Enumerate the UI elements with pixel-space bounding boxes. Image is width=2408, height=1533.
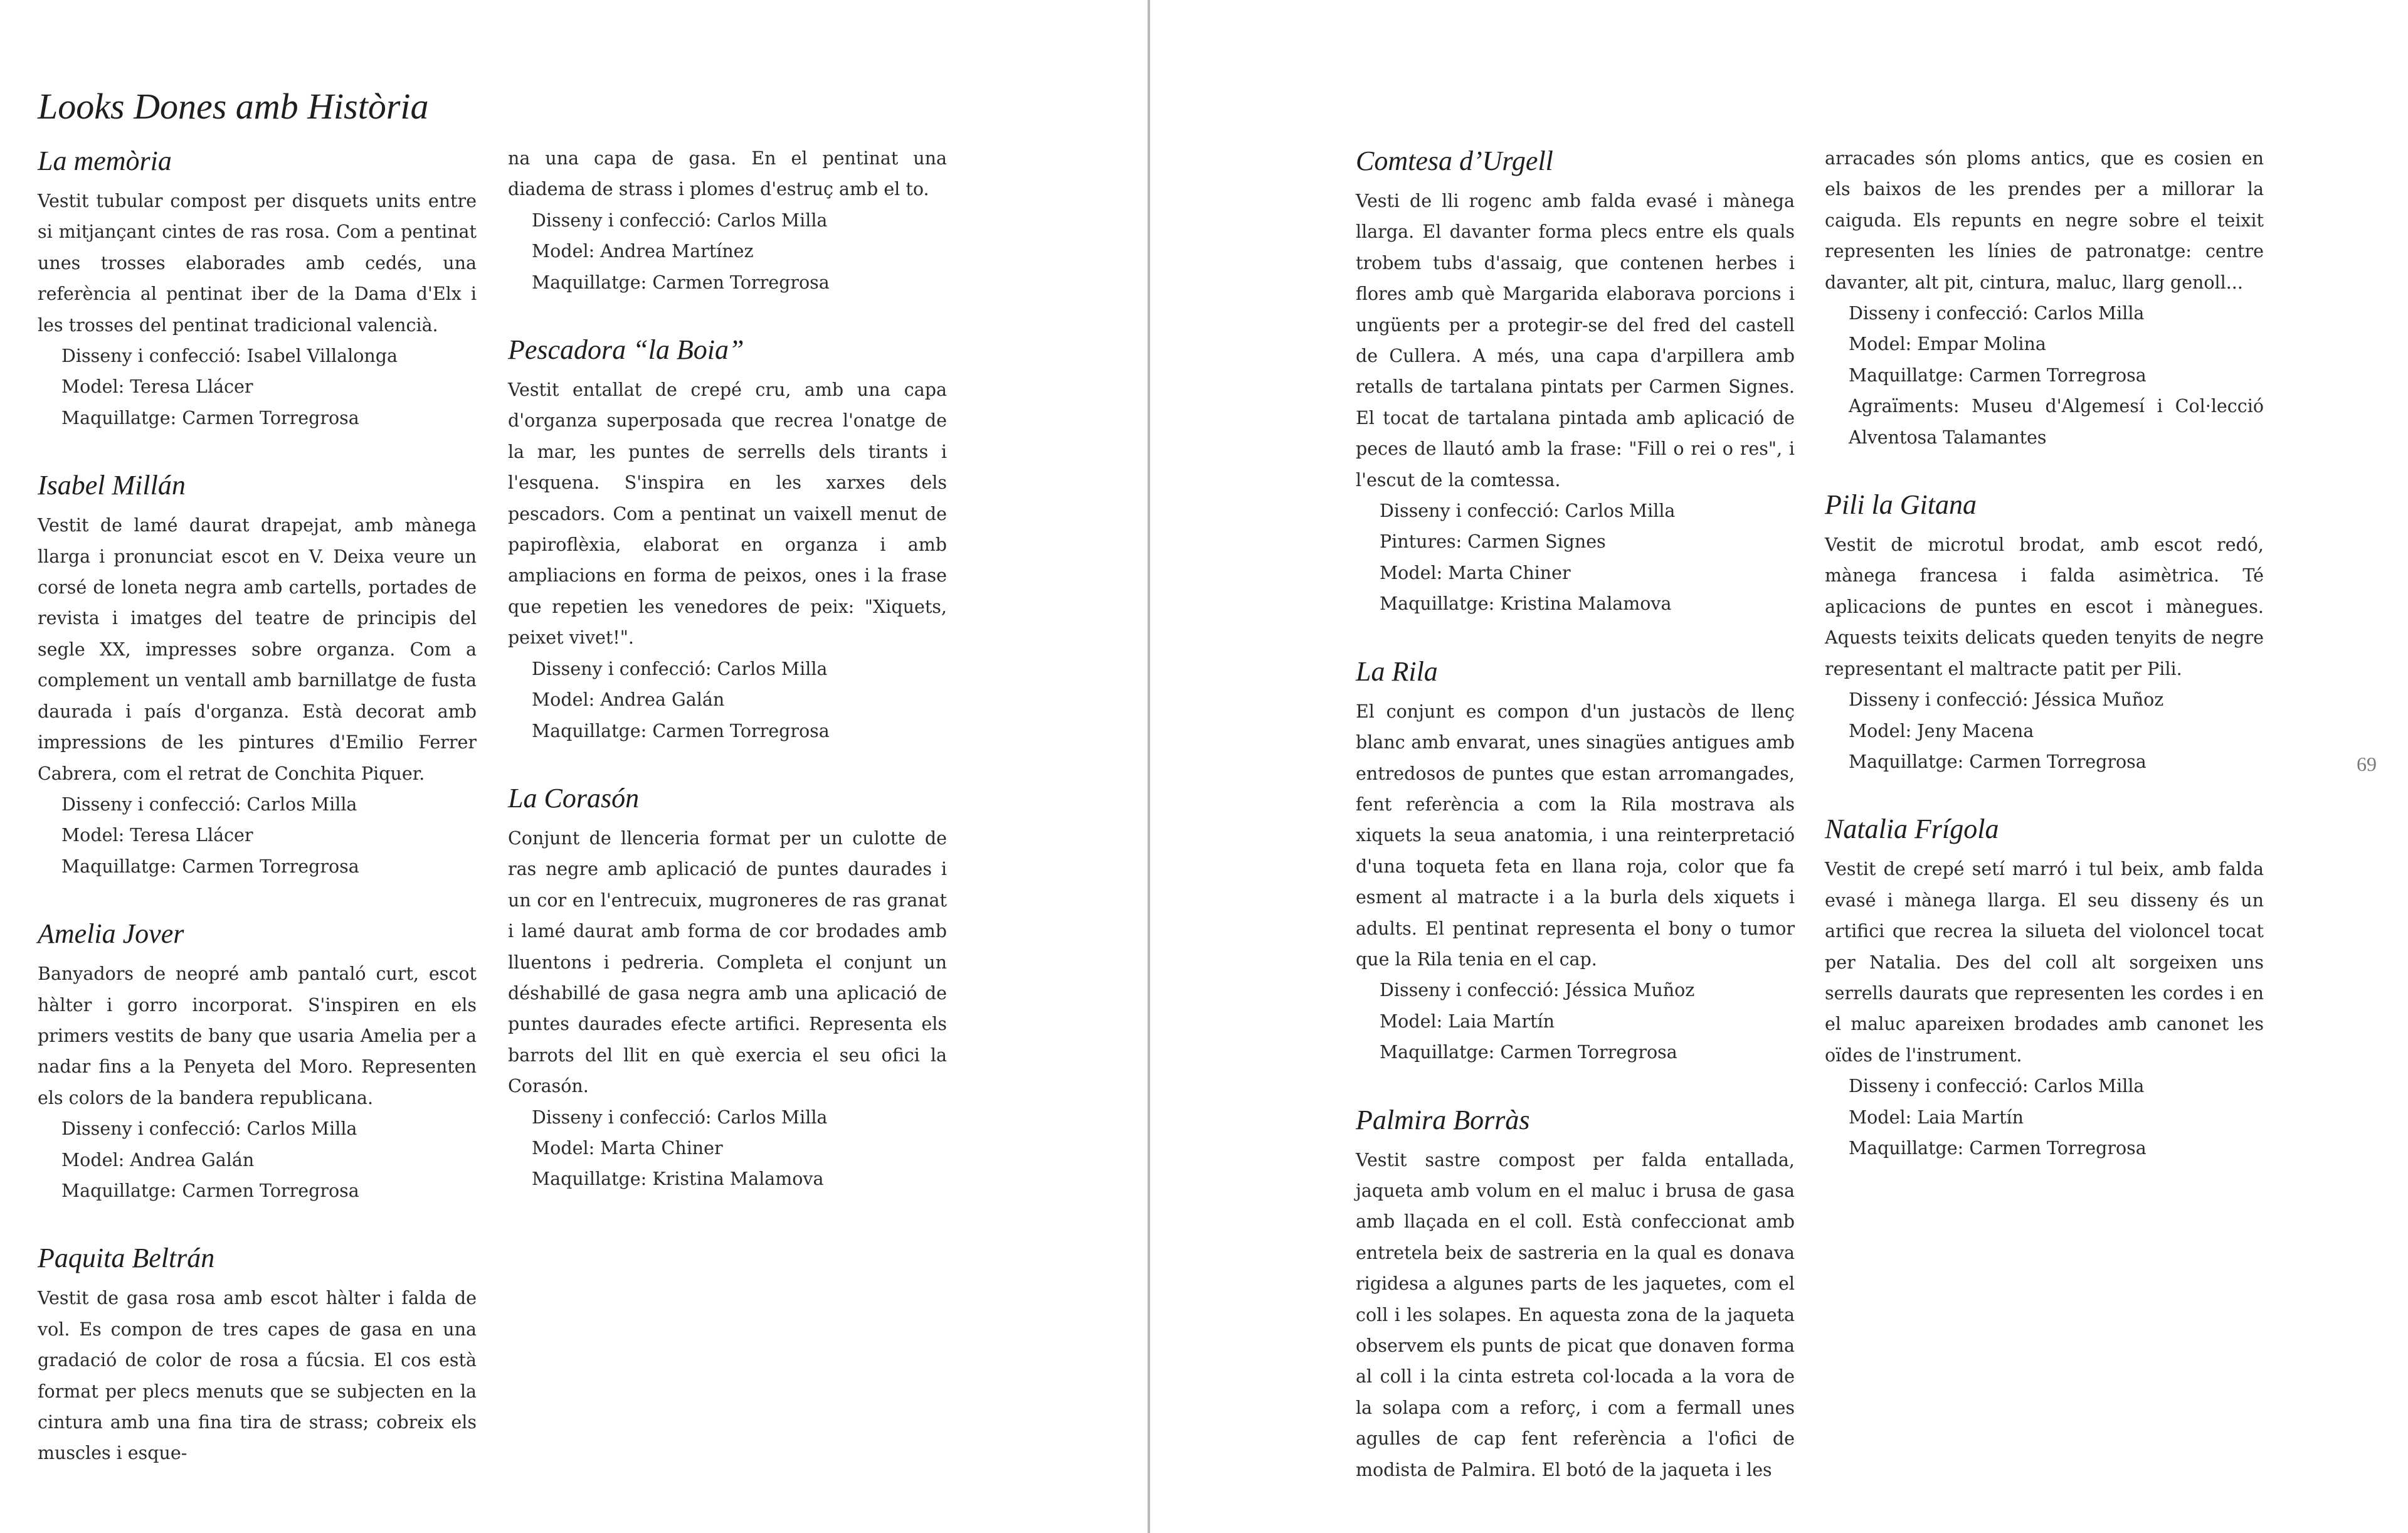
look-credits [508, 205, 947, 298]
look-credits [1825, 298, 2264, 453]
credit-line: Model: Marta Chiner [1380, 562, 1571, 583]
look-palmira-borras [1356, 1102, 1795, 1485]
look-credits [1356, 975, 1795, 1068]
credit-line: Model: Andrea Martínez [532, 241, 754, 262]
look-heading: Pescadora “la Boia” [508, 334, 744, 366]
look-natalia-frigola [1825, 811, 2264, 1164]
page-number: 69 [2357, 753, 2377, 775]
look-pili-la-gitana [1825, 487, 2264, 777]
credit-line: Maquillatge: Carmen Torregrosa [532, 272, 830, 293]
credit-line: Agraïments: Museu d'Algemesí i Col·lecció Alventosa Talamantes [1849, 396, 2264, 448]
look-heading: Comtesa d’Urgell [1356, 146, 1553, 176]
look-paquita-beltran-continued [508, 143, 947, 298]
credit-line: Disseny i confecció: Carlos Milla [1849, 303, 2145, 324]
credit-line: Model: Laia Martín [1380, 1011, 1555, 1032]
credit-line: Maquillatge: Carmen Torregrosa [1849, 364, 2147, 386]
credit-line: Pintures: Carmen Signes [1380, 531, 1606, 553]
credit-line: Model: Teresa Llácer [61, 825, 253, 846]
look-description: na una capa de gasa. En el pentinat una diadema de strass i plomes d'estruç amb el to. [508, 148, 947, 200]
look-la-memoria [38, 143, 477, 433]
credit-line: Maquillatge: Carmen Torregrosa [61, 1180, 359, 1201]
look-comtesa-urgell [1356, 143, 1795, 620]
look-description: arracades són ploms antics, que es cosien en els baixos de les prendes per a millorar la caiguda. Els repunts en negre sobre el teixit representen les línies de patronatge: centre davanter, alt pit, cintura, maluc, llarg genoll... [1825, 148, 2264, 293]
look-heading: Paquita Beltrán [38, 1243, 215, 1274]
look-description: Vestit de crepé setí marró i tul beix, amb falda evasé i mànega llarga. El seu disseny és un artifici que recrea la silueta del violoncel tocat per Natalia. Des del coll alt sorgeixen uns serrells daurats que representen les cordes i en el maluc apareixen brodades amb canonet les oïdes de l'instrument. [1825, 859, 2264, 1066]
credit-line: Maquillatge: Carmen Torregrosa [1849, 751, 2147, 772]
credit-line: Maquillatge: Carmen Torregrosa [61, 407, 359, 428]
look-heading: Natalia Frígola [1825, 814, 1999, 845]
credit-line: Maquillatge: Kristina Malamova [1380, 593, 1672, 615]
look-description: Vestit entallat de crepé cru, amb una capa d'organza superposada que recrea l'onatge de la mar, les puntes de serrells dels tirants i l'esquena. S'inspira en les xarxes dels pescadors. Com a pentinat un vaixell menut de papiroflèxia, elaborat en organza i amb ampliacions en forma de peixos, ones i la frase que repetien les venedores de peix: "Xiquets, peixet vivet!". [508, 379, 947, 649]
look-description: Vestit sastre compost per falda entallada, jaqueta amb volum en el maluc i brusa de gasa amb llaçada en el coll. Està confeccionat amb entretela beix de sastreria en la qual es donava rigidesa a algunes parts de les jaquetes, com el coll i les solapes. En aquesta zona de la jaqueta observem els punts de picat que donaven forma al coll i la cinta estreta col·locada a la vora de la solapa com a reforç, i com a fermall unes agulles de cap fent referència a l'ofici de modista de Palmira. El botó de la jaqueta i les [1356, 1149, 1795, 1480]
credit-line: Maquillatge: Carmen Torregrosa [1380, 1042, 1677, 1063]
credit-line: Model: Jeny Macena [1849, 720, 2034, 741]
look-description: El conjunt es compon d'un justacòs de llenç blanc amb envarat, unes sinagües antigues amb entredosos de puntes que estan arromangades, fent referència a com la Rila mostrava als xiquets la seua anatomia, i una reinterpretació d'una toqueta feta en llana roja, color que fa esment al matracte i a la burla dels xiquets i adults. El pentinat representa el bony o tumor que la Rila tenia en el cap. [1356, 701, 1795, 970]
look-paquita-beltran [38, 1240, 477, 1468]
look-description: Vestit tubular compost per disquets units entre si mitjançant cintes de ras rosa. Com a pentinat unes trosses elaborades amb cedés, una referència al pentinat iber de la Dama d'Elx i les trosses del pentinat tradicional valencià. [38, 191, 477, 336]
page-title: Looks Dones amb Història [38, 86, 429, 127]
look-amelia-jover [38, 916, 477, 1206]
look-credits [38, 1113, 477, 1206]
credit-line: Disseny i confecció: Carlos Milla [61, 1118, 357, 1140]
look-credits [508, 654, 947, 746]
credit-line: Model: Andrea Galán [532, 689, 725, 711]
text-column-4 [1825, 143, 2264, 1197]
look-pescadora-la-boia [508, 332, 947, 746]
text-column-1 [38, 143, 477, 1503]
look-credits [508, 1102, 947, 1195]
look-description: Vestit de microtul brodat, amb escot redó, mànega francesa i falda asimètrica. Té aplicacions de puntes en escot i mànegues. Aquests teixits delicats queden tenyits de negre representant el maltracte patit per Pili. [1825, 534, 2264, 679]
look-description: Vestit de gasa rosa amb escot hàlter i falda de vol. Es compon de tres capes de gasa en una gradació de color de rosa a fúcsia. El cos està format per plecs menuts que se subjecten en la cintura amb una fina tira de strass; cobreix els muscles i esque- [38, 1288, 477, 1464]
look-palmira-borras-continued [1825, 143, 2264, 453]
look-heading: Palmira Borràs [1356, 1104, 1530, 1135]
look-heading: Amelia Jover [38, 918, 184, 950]
look-description: Vesti de lli rogenc amb falda evasé i mànega llarga. El davanter forma plecs entre els quals trobem tubs d'assaig, que contenen herbes i flores amb què Margarida elaborava porcions i ungüents per a protegir-se del fred del castell de Cullera. A més, una capa d'arpillera amb retalls de tartalana pintats per Carmen Signes. El tocat de tartalana pintada amb aplicació de peces de llautó amb la frase: "Fill o rei o res", i l'escut de la comtessa. [1356, 191, 1795, 491]
look-heading: Pili la Gitana [1825, 489, 1977, 521]
credit-line: Disseny i confecció: Carlos Milla [61, 793, 357, 815]
look-heading: La Corasón [508, 782, 640, 814]
credit-line: Model: Teresa Llácer [61, 376, 253, 398]
look-la-corason [508, 780, 947, 1195]
look-la-rila [1356, 654, 1795, 1068]
look-heading: La Rila [1356, 655, 1438, 687]
text-column-2 [508, 143, 947, 1229]
credit-line: Disseny i confecció: Isabel Villalonga [61, 346, 398, 367]
credit-line: Disseny i confecció: Carlos Milla [532, 1106, 828, 1128]
credit-line: Maquillatge: Carmen Torregrosa [532, 720, 830, 741]
text-column-3 [1356, 143, 1795, 1519]
look-description: Vestit de lamé daurat drapejat, amb mànega llarga i pronunciat escot en V. Deixa veure un corsé de loneta negra amb cartells, portades de revista i imatges del teatre de principis del segle XX, impresses sobre organza. Com a complement un ventall amb barnillatge de fusta daurada i país d'organza. Està decorat amb impressions de les pintures d'Emilio Ferrer Cabrera, com el retrat de Conchita Piquer. [38, 515, 477, 784]
credit-line: Disseny i confecció: Jéssica Muñoz [1849, 689, 2164, 711]
look-credits [1825, 684, 2264, 777]
credit-line: Disseny i confecció: Jéssica Muñoz [1380, 980, 1695, 1001]
credit-line: Model: Empar Molina [1849, 334, 2046, 355]
look-heading: La memòria [38, 146, 172, 176]
look-credits [1825, 1071, 2264, 1164]
credit-line: Disseny i confecció: Carlos Milla [1380, 501, 1676, 522]
credit-line: Maquillatge: Carmen Torregrosa [1849, 1137, 2147, 1159]
look-credits [1356, 496, 1795, 620]
look-credits [38, 789, 477, 882]
look-description: Conjunt de llenceria format per un culotte de ras negre amb aplicació de puntes daurades i un cor en l'entrecuix, mugroneres de ras granat i lamé daurat amb forma de cor brodades amb lluentons i pedreria. Completa el conjunt un déshabillé de gasa negra amb una aplicació de puntes daurades efecte artifici. Representa els barrots del llit en què exercia el seu ofici la Corasón. [508, 827, 947, 1097]
credit-line: Disseny i confecció: Carlos Milla [1849, 1076, 2145, 1097]
credit-line: Model: Laia Martín [1849, 1106, 2024, 1128]
credit-line: Disseny i confecció: Carlos Milla [532, 658, 828, 679]
look-credits [38, 341, 477, 433]
look-description: Banyadors de neopré amb pantaló curt, escot hàlter i gorro incorporat. S'inspiren en els primers vestits de bany que usaria Amelia per a nadar fins a la Penyeta del Moro. Representen els colors de la bandera republicana. [38, 963, 477, 1108]
credit-line: Model: Andrea Galán [61, 1149, 255, 1170]
credit-line: Maquillatge: Carmen Torregrosa [61, 856, 359, 877]
credit-line: Maquillatge: Kristina Malamova [532, 1169, 824, 1190]
credit-line: Model: Marta Chiner [532, 1137, 723, 1159]
credit-line: Disseny i confecció: Carlos Milla [532, 210, 828, 231]
look-isabel-millan [38, 467, 477, 882]
look-heading: Isabel Millán [38, 470, 186, 501]
